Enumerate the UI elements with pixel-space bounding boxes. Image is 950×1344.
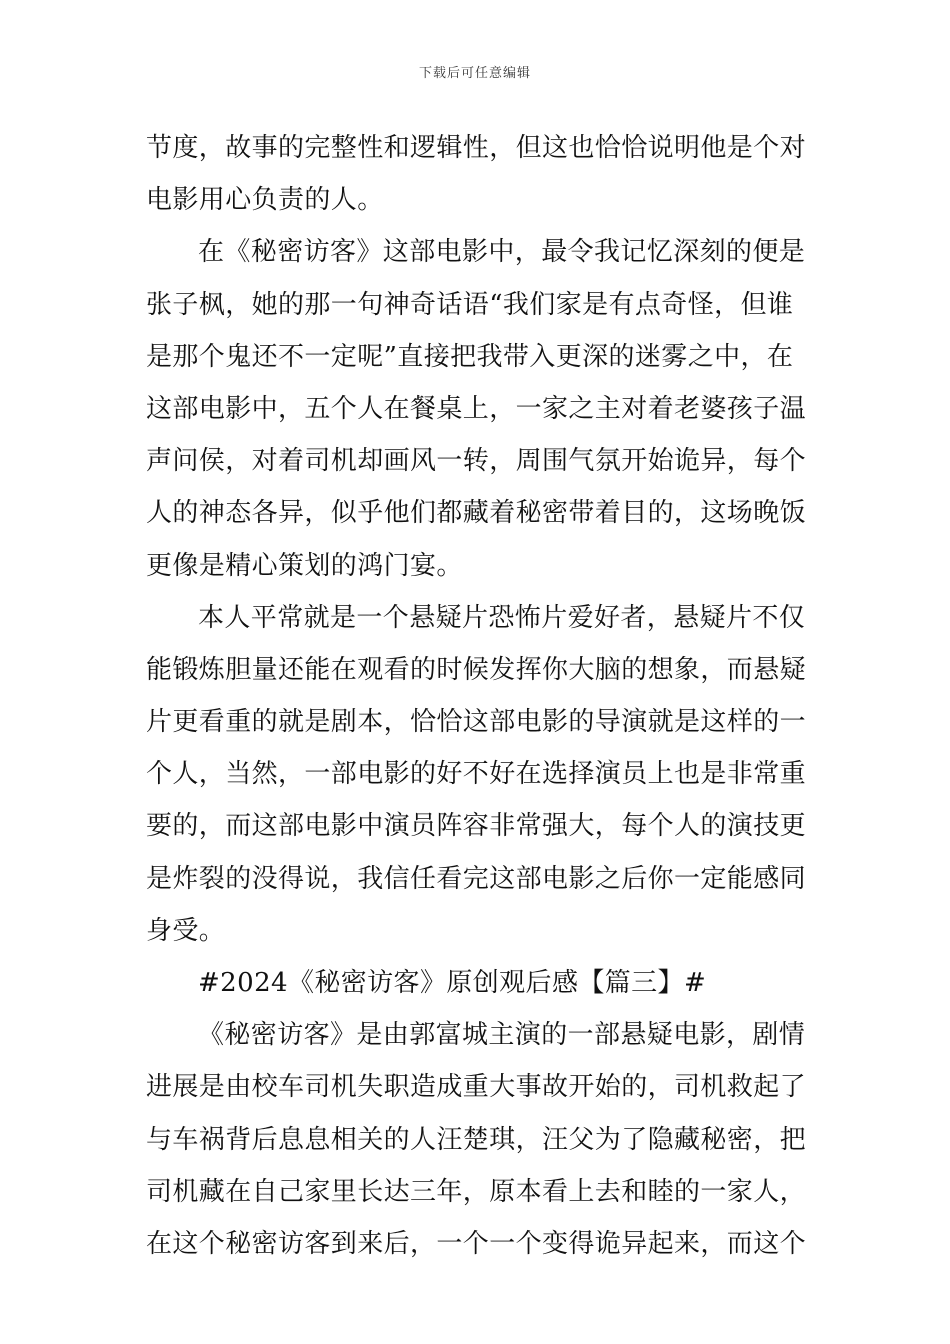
section-heading: #2024《秘密访客》原创观后感【篇三】# (198, 968, 707, 998)
text-line: 更像是精心策划的鸿门宴。 (146, 550, 463, 581)
text-line: 声问侯，对着司机却画风一转，周围气氛开始诡异，每个 (146, 446, 807, 477)
text-line: 是炸裂的没得说，我信任看完这部电影之后你一定能感同 (146, 863, 807, 894)
text-line: 张子枫，她的那一句神奇话语“我们家是有点奇怪，但谁 (146, 289, 794, 320)
text-line: 节度，故事的完整性和逻辑性，但这也恰恰说明他是个对 (146, 133, 807, 163)
text-line: 能锻炼胆量还能在观看的时候发挥你大脑的想象，而悬疑 (146, 654, 807, 685)
text-line: 在这个秘密访客到来后，一个一个变得诡异起来，而这个 (146, 1228, 807, 1259)
text-line: 人的神态各异，似乎他们都藏着秘密带着目的，这场晚饭 (146, 498, 807, 529)
text-line: 进展是由校车司机失职造成重大事故开始的，司机救起了 (146, 1072, 807, 1103)
text-line: 这部电影中，五个人在餐桌上，一家之主对着老婆孩子温 (146, 393, 807, 424)
text-line: 是那个鬼还不一定呢”直接把我带入更深的迷雾之中，在 (146, 341, 794, 372)
text-line: 电影用心负责的人。 (146, 185, 384, 216)
text-line: 身受。 (146, 915, 226, 946)
text-line: 要的，而这部电影中演员阵容非常强大，每个人的演技更 (146, 811, 807, 842)
text-line: 与车祸背后息息相关的人汪楚琪，汪父为了隐藏秘密，把 (146, 1124, 807, 1155)
text-line: 片更看重的就是剧本，恰恰这部电影的导演就是这样的一 (146, 707, 807, 738)
page-header: 下载后可任意编辑 (418, 66, 531, 81)
paragraph-start-line: 本人平常就是一个悬疑片恐怖片爱好者，悬疑片不仅 (198, 602, 806, 633)
document-body (146, 122, 806, 1270)
paragraph-start-line: 《秘密访客》是由郭富城主演的一部悬疑电影，剧情 (198, 1020, 806, 1051)
text-line: 司机藏在自己家里长达三年，原本看上去和睦的一家人， (146, 1176, 807, 1207)
paragraph-start-line: 在《秘密访客》这部电影中，最令我记忆深刻的便是 (198, 237, 806, 268)
text-line: 个人，当然，一部电影的好不好在选择演员上也是非常重 (146, 759, 807, 790)
